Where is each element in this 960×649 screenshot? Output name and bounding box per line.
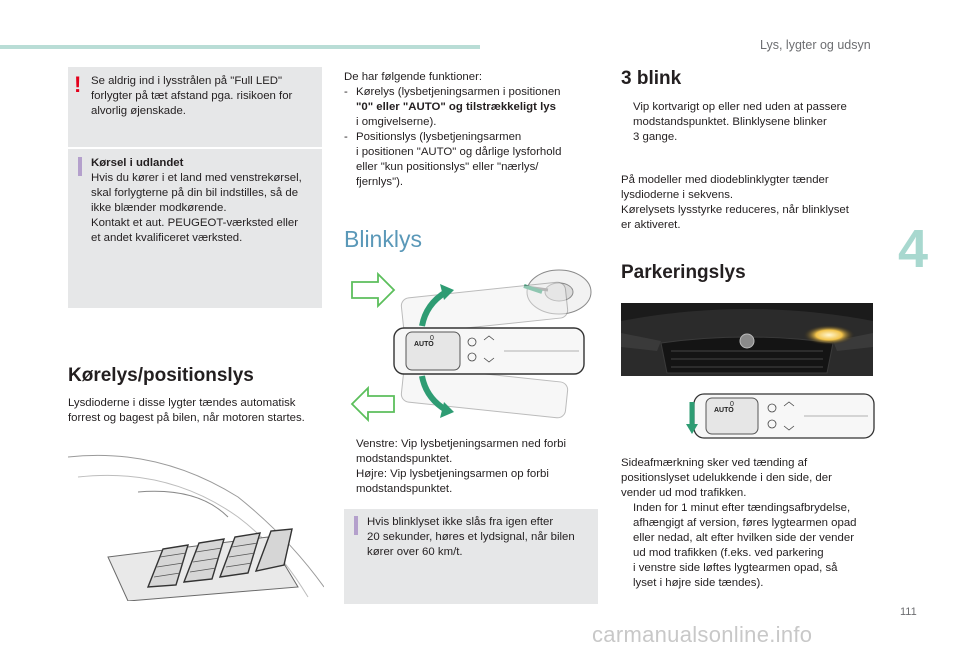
info-line: kører over 60 km/t. [367, 546, 463, 558]
bullet-line: lyset i højre side tændes). [633, 577, 764, 589]
item-line: Kørelys (lysbetjeningsarmen i positionen [356, 86, 561, 98]
heading-blinklys: Blinklys [344, 226, 422, 252]
three-blink-bullet [621, 100, 876, 145]
para-line: Sideafmærkning sker ved tænding af [621, 457, 808, 469]
functions-text [344, 70, 599, 190]
section-title: Lys, lygter og udsyn [760, 38, 871, 52]
bullet-item [621, 501, 881, 591]
stalk-label-zero: 0 [430, 335, 434, 342]
warning-line: forlygter på tæt afstand pga. risikoen for [91, 90, 293, 102]
bullet-mark [344, 467, 356, 497]
stalk-label-auto: AUTO [414, 341, 434, 348]
item-line: i positionen "AUTO" og dårlige lysforhold [356, 146, 562, 158]
bullet-line: afhængigt af version, føres lygtearmen opad [633, 517, 857, 529]
bullet-line: Vip kortvarigt op eller ned uden at passere [633, 101, 847, 113]
para-line: Kørelysets lysstyrke reduceres, når blinklyset [621, 204, 849, 216]
rear-lamp-illustration [68, 437, 324, 601]
parking-paragraph [621, 456, 881, 591]
info-icon [78, 157, 82, 176]
warning-line: alvorlig øjenskade. [91, 105, 186, 117]
korelys-body [68, 396, 328, 426]
item-line: i omgivelserne). [356, 116, 437, 128]
bullet-line: modstandspunktet. [356, 453, 453, 465]
page-number: 111 [900, 606, 917, 618]
item-line: Positionslys (lysbetjeningsarmen [356, 131, 522, 143]
parking-stalk-illustration [686, 386, 876, 450]
functions-intro: De har følgende funktioner: [344, 71, 483, 83]
bullet-line: modstandspunktet. Blinklysene blinker [633, 116, 827, 128]
para-line: er aktiveret. [621, 219, 681, 231]
item-line: "0" eller "AUTO" og tilstrækkeligt lys [356, 101, 556, 113]
car-front-photo [621, 303, 873, 376]
bullet-line: Højre: Vip lysbetjeningsarmen op forbi [356, 468, 549, 480]
bullet-line: Inden for 1 minut efter tændingsafbrydelse, [633, 502, 851, 514]
item-line: fjernlys"). [356, 176, 404, 188]
watermark: carmanualsonline.info [592, 622, 813, 647]
info-line: et andet kvalificeret værksted. [91, 232, 243, 244]
dash-mark: - [344, 86, 348, 98]
bullet-line: Venstre: Vip lysbetjeningsarmen ned forbi [356, 438, 567, 450]
info-title: Kørsel i udlandet [91, 157, 184, 169]
item-line: eller "kun positionslys" eller "nærlys/ [356, 161, 539, 173]
info-icon [354, 516, 358, 535]
bullet-item [344, 467, 599, 497]
para-line: lysdioderne i sekvens. [621, 189, 734, 201]
dash-mark: - [344, 131, 348, 143]
para-line: vender ud mod trafikken. [621, 487, 747, 499]
function-item [344, 130, 599, 190]
heading-3-blink: 3 blink [621, 68, 682, 89]
bullet-line: modstandspunktet. [356, 483, 453, 495]
body-line: Lysdioderne i disse lygter tændes automatisk [68, 397, 296, 409]
heading-korelys: Kørelys/positionslys [68, 365, 254, 386]
diode-paragraph [621, 173, 876, 233]
stalk-label-auto: AUTO [714, 407, 734, 414]
warning-line: Se aldrig ind i lysstrålen på "Full LED" [91, 75, 283, 87]
bullet-item [344, 437, 599, 467]
blinker-stalk-illustration [344, 262, 600, 428]
chapter-number: 4 [898, 219, 929, 279]
bullet-line: 3 gange. [633, 131, 678, 143]
bullet-line: ud mod trafikken (f.eks. ved parkering [633, 547, 824, 559]
blinklys-bullets [344, 437, 599, 497]
info-line: ikke blænder modkørende. [91, 202, 227, 214]
bullet-mark [344, 437, 356, 467]
info-line: skal forlygterne på din bil indstilles, så de [91, 187, 299, 199]
info-line: Hvis blinklyset ikke slås fra igen efter [367, 516, 554, 528]
bullet-mark [621, 100, 633, 145]
info-line: 20 sekunder, høres et lydsignal, når bilen [367, 531, 575, 543]
bullet-mark [621, 501, 633, 591]
body-line: forrest og bagest på bilen, når motoren startes. [68, 412, 305, 424]
info-blinklys-text [367, 515, 595, 560]
warning-icon: ! [74, 72, 82, 97]
bullet-line: i venstre side løftes lygtearmen opad, så [633, 562, 838, 574]
info-line: Kontakt et aut. PEUGEOT-værksted eller [91, 217, 299, 229]
heading-parkeringslys: Parkeringslys [621, 262, 746, 283]
bullet-line: eller nedad, alt efter hvilken side der vender [633, 532, 854, 544]
warning-text [91, 74, 319, 119]
info-text [91, 156, 319, 246]
function-item [344, 85, 599, 130]
info-line: Hvis du kører i et land med venstrekørsel, [91, 172, 302, 184]
para-line: På modeller med diodeblinklygter tænder [621, 174, 829, 186]
para-line: positionslyset udelukkende i den side, der [621, 472, 832, 484]
bullet-item [621, 100, 876, 145]
header-accent-bar [0, 45, 480, 49]
stalk-label-zero: 0 [730, 401, 734, 408]
